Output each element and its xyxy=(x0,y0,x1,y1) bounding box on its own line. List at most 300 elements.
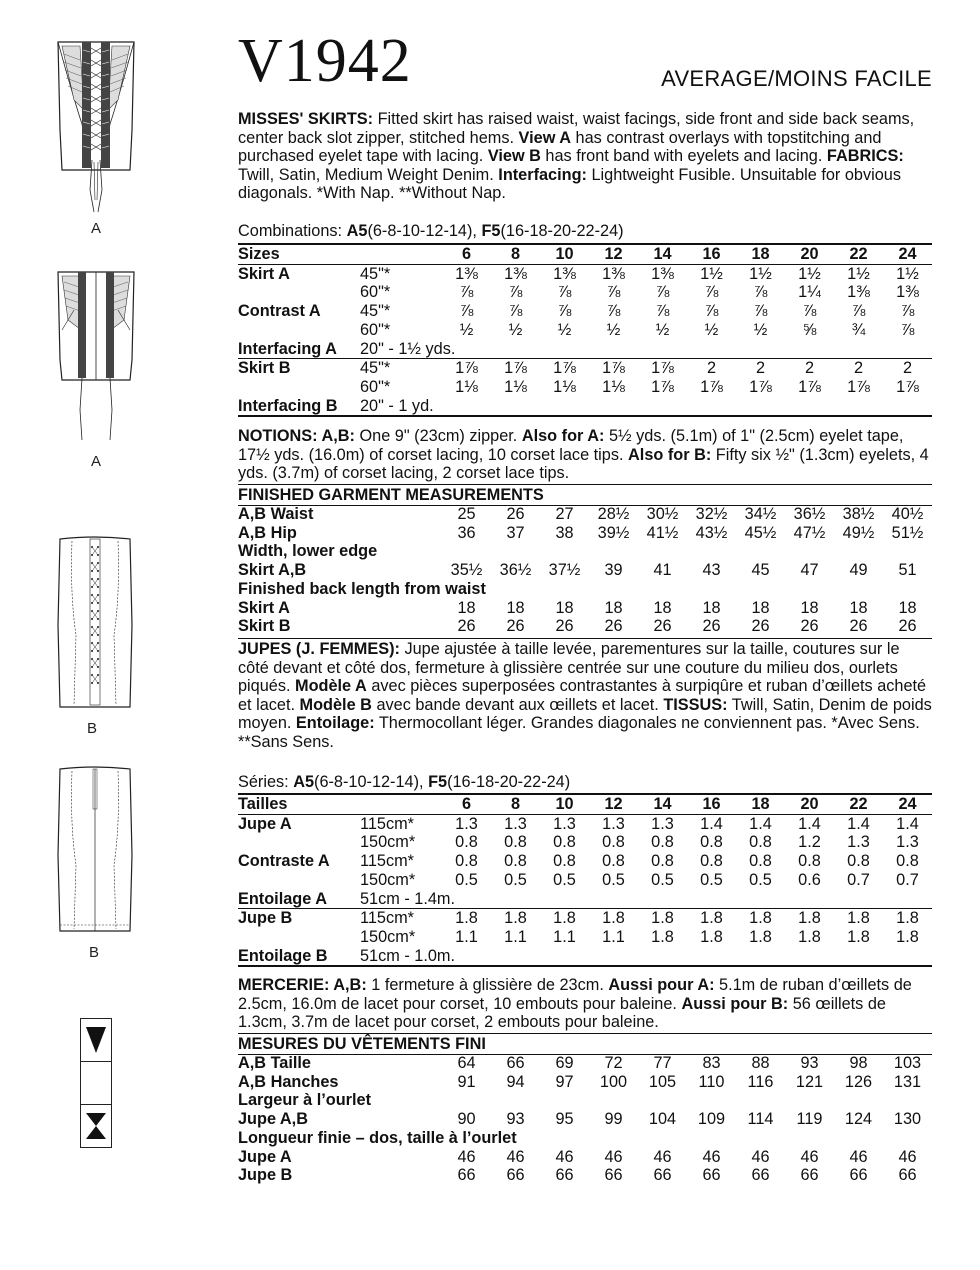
measurement-value: 51½ xyxy=(891,523,924,542)
measurement-value: 18 xyxy=(702,598,721,617)
measurement-value: 18 xyxy=(506,598,525,617)
size-range: (16-18-20-22-24) xyxy=(500,222,624,240)
measurement-value: 39 xyxy=(604,561,623,580)
french-measurements-table xyxy=(238,1054,932,1185)
yardage-value: ⅞ xyxy=(606,302,621,321)
measurement-value: 66 xyxy=(849,1166,868,1185)
fabric-width: 150cm* xyxy=(360,833,416,852)
yardage-value: 1.4 xyxy=(896,814,919,833)
measurement-row xyxy=(238,1129,932,1148)
legend-cell xyxy=(81,1062,111,1105)
view-label: Contrast A xyxy=(238,302,321,321)
interfacing-row xyxy=(238,890,932,909)
size-header: 22 xyxy=(834,244,883,264)
yardage-value: ½ xyxy=(606,320,621,339)
yardage-value: ⅞ xyxy=(851,302,866,321)
measurement-value: 32½ xyxy=(695,505,728,523)
yardage-value: 0.8 xyxy=(455,833,478,852)
yardage-value: 1⅜ xyxy=(896,283,919,302)
measurement-value: 38½ xyxy=(842,505,875,523)
measurement-value: 18 xyxy=(653,598,672,617)
measurement-value: 91 xyxy=(457,1072,476,1091)
measurement-row xyxy=(238,561,932,580)
yardage-value: 1⅞ xyxy=(553,359,576,378)
size-range-code: A5 xyxy=(293,773,315,791)
size-header: 22 xyxy=(834,794,883,814)
measurement-value: 46 xyxy=(506,1147,525,1166)
yardage-value: 0.8 xyxy=(651,833,674,852)
measurement-value: 18 xyxy=(604,598,623,617)
interfacing-label: Entoilage A xyxy=(238,890,360,909)
fabric-width: 115cm* xyxy=(360,909,414,928)
yardage-value: 1.8 xyxy=(455,909,478,928)
yardage-value: ⅞ xyxy=(704,283,719,302)
measurement-row xyxy=(238,1073,932,1092)
symbol-legend xyxy=(80,1018,112,1148)
fabric-width: 150cm* xyxy=(360,870,416,889)
fabric-width: 60"* xyxy=(360,283,391,302)
yardage-value: ⅞ xyxy=(900,302,915,321)
fabric-width: 45"* xyxy=(360,302,391,321)
yardage-value: ½ xyxy=(557,320,572,339)
measurement-value: 95 xyxy=(555,1110,574,1129)
size-header: 10 xyxy=(540,794,589,814)
measurement-value: 66 xyxy=(800,1166,819,1185)
measurement-value: 51 xyxy=(898,561,917,580)
french-description xyxy=(238,640,934,752)
bold-term: Also for B: xyxy=(628,445,712,464)
yardage-row xyxy=(238,264,932,283)
body-text: Twill, Satin, Denim de poids moyen. xyxy=(238,695,932,733)
measurement-value: 45½ xyxy=(744,523,777,542)
measurement-value: 41½ xyxy=(646,523,679,542)
yardage-value: 1⅜ xyxy=(553,264,576,283)
measurement-value: 126 xyxy=(844,1072,873,1091)
measurement-value: 100 xyxy=(599,1072,628,1091)
interfacing-row xyxy=(238,397,932,417)
yardage-value: ⅞ xyxy=(753,283,768,302)
bold-term: View A xyxy=(518,128,572,147)
measurement-subheading: Finished back length from waist xyxy=(238,579,486,598)
body-text: avec bande devant aux œillets et lacet. xyxy=(371,695,664,714)
bold-term: Modèle B xyxy=(299,695,372,714)
yardage-value: ⅞ xyxy=(802,302,817,321)
interfacing-row xyxy=(238,340,932,359)
body-text: 5.1m de ruban d’œillets de 2.5cm, 16.0m de lacet pour corset, 10 embouts pour baleine. xyxy=(238,976,912,1013)
measurement-value: 46 xyxy=(555,1147,574,1166)
illustrations-column xyxy=(0,0,200,1270)
size-header: 8 xyxy=(491,794,540,814)
yardage-value: 1⅞ xyxy=(651,377,674,396)
measurement-value: 46 xyxy=(702,1147,721,1166)
view-label xyxy=(238,871,360,890)
size-header: 24 xyxy=(883,794,932,814)
yardage-value: 1.8 xyxy=(798,909,821,928)
size-range: (6-8-10-12-14), xyxy=(367,222,482,240)
yardage-value: ⅞ xyxy=(606,283,621,302)
figure-label: A xyxy=(90,453,101,470)
measurement-value: 18 xyxy=(898,598,917,617)
bold-term: FABRICS: xyxy=(826,147,904,166)
measurement-value: 109 xyxy=(697,1110,726,1129)
measurement-value: 26 xyxy=(898,617,917,636)
size-range-code: F5 xyxy=(481,222,501,240)
yardage-value: ⅞ xyxy=(508,302,523,321)
measurement-value: 35½ xyxy=(450,561,483,580)
yardage-value: 1.4 xyxy=(700,814,723,833)
measurement-value: 45 xyxy=(751,561,770,580)
legend-cell xyxy=(81,1019,111,1062)
interfacing-label: Interfacing A xyxy=(238,340,360,359)
yardage-value: 2 xyxy=(706,359,717,378)
body-text: 1 fermeture à glissière de 23cm. xyxy=(366,976,609,994)
yardage-value: 1.1 xyxy=(504,927,527,946)
yardage-value: ⅞ xyxy=(900,320,915,339)
yardage-value: 1.8 xyxy=(651,927,674,946)
divider xyxy=(238,484,932,485)
english-measurements-table xyxy=(238,505,932,636)
yardage-value: 1.8 xyxy=(896,927,919,946)
view-label xyxy=(238,321,360,340)
measurement-row xyxy=(238,524,932,543)
interfacing-value: 20" - 1½ yds. xyxy=(360,340,932,359)
yardage-value: 2 xyxy=(902,359,913,378)
yardage-value: 1⅞ xyxy=(602,359,625,378)
body-text: Fitted skirt has raised waist, waist facings, side front and side back seams, center back slot zipper, stitched hems. xyxy=(238,110,915,147)
yardage-value: 1.3 xyxy=(602,814,625,833)
measurement-value: 66 xyxy=(653,1166,672,1185)
interfacing-value: 51cm - 1.4m. xyxy=(360,890,932,909)
view-label: Jupe B xyxy=(238,909,293,928)
yardage-value: 1.1 xyxy=(602,927,625,946)
sizes-label: Sizes xyxy=(238,244,360,264)
yardage-value: 0.8 xyxy=(798,852,821,871)
yardage-row xyxy=(238,378,932,397)
view-label xyxy=(238,283,360,302)
bold-term: Modèle A xyxy=(295,677,367,696)
yardage-value: 1½ xyxy=(847,264,870,283)
measurement-value: 110 xyxy=(698,1072,725,1091)
measurement-value: 26 xyxy=(506,617,525,636)
yardage-value: 0.7 xyxy=(847,870,870,889)
measurement-row xyxy=(238,542,932,561)
size-range-code: A5 xyxy=(346,222,368,240)
measurement-value: 77 xyxy=(653,1054,672,1072)
size-header: 14 xyxy=(638,244,687,264)
bold-term: Interfacing: xyxy=(498,165,587,184)
figure-label: B xyxy=(88,944,99,961)
bold-term: MERCERIE: A,B: xyxy=(238,976,367,994)
body-text: has front band with eyelets and lacing. xyxy=(540,147,827,166)
measurement-value: 98 xyxy=(849,1054,868,1072)
size-header: 16 xyxy=(687,244,736,264)
measurement-value: 124 xyxy=(844,1110,873,1129)
measurement-value: 47½ xyxy=(793,523,826,542)
measurement-value: 18 xyxy=(751,598,770,617)
yardage-row xyxy=(238,321,932,340)
measurement-value: 46 xyxy=(457,1147,476,1166)
measurement-value: 119 xyxy=(796,1110,823,1129)
fabric-width: 115cm* xyxy=(360,852,414,871)
measurement-value: 43 xyxy=(702,561,721,580)
measurement-value: 64 xyxy=(457,1054,476,1072)
yardage-value: 0.8 xyxy=(455,852,478,871)
measurement-value: 30½ xyxy=(646,505,679,523)
sizes-label: Tailles xyxy=(238,794,360,814)
measurement-value: 66 xyxy=(457,1166,476,1185)
measurement-row xyxy=(238,617,932,636)
measurement-value: 94 xyxy=(506,1072,525,1091)
measurement-label: Jupe A xyxy=(238,1147,292,1166)
measurement-row xyxy=(238,1148,932,1167)
skirt-view-b-front-illustration xyxy=(50,535,140,715)
measurement-label: Skirt A xyxy=(238,598,290,617)
body-text: Jupe ajustée à taille levée, parementures sur la taille, coutures sur le côté devant et côté dos, fermeture à glissière centrée sur une couture du milieu dos, ourlets piqués. xyxy=(238,640,900,696)
bold-term: View B xyxy=(487,147,541,166)
measurement-value: 93 xyxy=(800,1054,819,1072)
measurement-value: 66 xyxy=(506,1166,525,1185)
yardage-value: 1.8 xyxy=(749,927,772,946)
measurement-value: 18 xyxy=(849,598,868,617)
yardage-value: 1.8 xyxy=(602,909,625,928)
measurement-label: A,B Hip xyxy=(238,523,297,542)
yardage-value: 1⅜ xyxy=(504,264,527,283)
yardage-value: 1⅞ xyxy=(749,377,772,396)
measurement-value: 40½ xyxy=(891,505,924,523)
size-header: 20 xyxy=(785,794,834,814)
yardage-value: 0.7 xyxy=(896,870,919,889)
yardage-value: 1.4 xyxy=(847,814,870,833)
interfacing-value: 20" - 1 yd. xyxy=(360,397,932,417)
yardage-value: ⅞ xyxy=(704,302,719,321)
yardage-value: 0.8 xyxy=(847,852,870,871)
sizes-header-row xyxy=(238,244,932,264)
view-label xyxy=(238,378,360,397)
size-header: 18 xyxy=(736,794,785,814)
measurement-value: 121 xyxy=(795,1072,824,1091)
yardage-value: 1.3 xyxy=(847,833,870,852)
width-col xyxy=(360,794,442,814)
measurement-value: 26 xyxy=(751,617,770,636)
size-header: 24 xyxy=(883,244,932,264)
bold-term: JUPES (J. FEMMES): xyxy=(238,640,400,658)
french-measurements-title: MESURES DU VÊTEMENTS FINI xyxy=(238,1035,486,1053)
yardage-value: 1.3 xyxy=(651,814,674,833)
measurement-value: 130 xyxy=(893,1110,922,1129)
yardage-row xyxy=(238,359,932,378)
measurement-value: 37½ xyxy=(548,561,581,580)
bold-term: TISSUS: xyxy=(663,695,728,714)
yardage-value: ⅞ xyxy=(557,302,572,321)
measurement-value: 72 xyxy=(604,1054,623,1072)
measurement-value: 26 xyxy=(604,617,623,636)
yardage-value: 1.1 xyxy=(553,927,576,946)
yardage-value: 0.8 xyxy=(896,852,919,871)
size-header: 6 xyxy=(442,794,491,814)
yardage-value: 0.8 xyxy=(602,852,625,871)
yardage-row xyxy=(238,814,932,833)
measurement-value: 90 xyxy=(457,1110,476,1129)
bold-term: Entoilage: xyxy=(295,714,375,733)
yardage-value: 1⅜ xyxy=(602,264,625,283)
yardage-row xyxy=(238,928,932,947)
measurement-value: 49 xyxy=(849,561,868,580)
measurement-value: 66 xyxy=(751,1166,770,1185)
yardage-value: ¾ xyxy=(851,320,866,339)
yardage-value: 1½ xyxy=(749,264,772,283)
view-label: Jupe A xyxy=(238,814,292,833)
yardage-value: 0.5 xyxy=(602,870,625,889)
measurement-value: 26 xyxy=(457,617,476,636)
yardage-value: 1⅛ xyxy=(602,377,625,396)
yardage-value: 0.8 xyxy=(504,833,527,852)
yardage-value: ½ xyxy=(459,320,474,339)
divider xyxy=(238,638,932,639)
yardage-value: 0.8 xyxy=(749,833,772,852)
yardage-value: 0.5 xyxy=(700,870,723,889)
yardage-value: ½ xyxy=(508,320,523,339)
fabric-width: 60"* xyxy=(360,377,391,396)
yardage-value: 2 xyxy=(804,359,815,378)
yardage-value: 1.4 xyxy=(749,814,772,833)
yardage-value: 1⅜ xyxy=(455,264,478,283)
yardage-value: 1⅞ xyxy=(455,359,478,378)
yardage-value: 0.8 xyxy=(504,852,527,871)
measurement-value: 46 xyxy=(604,1147,623,1166)
measurement-value: 69 xyxy=(555,1054,574,1072)
fabric-width: 45"* xyxy=(360,359,391,378)
fabric-width: 60"* xyxy=(360,320,391,339)
yardage-value: ⅞ xyxy=(557,283,572,302)
measurement-label: Skirt A,B xyxy=(238,561,307,580)
measurement-row xyxy=(238,505,932,524)
yardage-value: 1.8 xyxy=(847,927,870,946)
yardage-value: 1.3 xyxy=(504,814,527,833)
yardage-value: 1.3 xyxy=(455,814,478,833)
yardage-value: 1⅞ xyxy=(896,377,919,396)
yardage-value: 1.4 xyxy=(798,814,821,833)
english-combinations xyxy=(238,222,624,240)
measurement-value: 43½ xyxy=(695,523,728,542)
bold-term: NOTIONS: A,B: xyxy=(238,427,355,445)
yardage-value: 1.8 xyxy=(798,927,821,946)
french-notions xyxy=(238,976,934,1032)
interfacing-value: 51cm - 1.0m. xyxy=(360,947,932,967)
size-header: 16 xyxy=(687,794,736,814)
hourglass-icon xyxy=(81,1105,111,1147)
size-header: 18 xyxy=(736,244,785,264)
yardage-value: 1½ xyxy=(798,264,821,283)
measurement-value: 26 xyxy=(702,617,721,636)
combinations-prefix: Combinations: xyxy=(238,222,347,240)
size-header: 10 xyxy=(540,244,589,264)
size-range: (6-8-10-12-14), xyxy=(314,773,429,791)
yardage-value: 1⅛ xyxy=(553,377,576,396)
size-header: 14 xyxy=(638,794,687,814)
yardage-value: 0.5 xyxy=(651,870,674,889)
figure-label: A xyxy=(90,220,101,237)
size-header: 8 xyxy=(491,244,540,264)
skirt-view-a-front-illustration xyxy=(44,40,148,218)
english-yardage-table xyxy=(238,243,932,417)
interfacing-label: Entoilage B xyxy=(238,947,360,967)
body-text: 56 œillets de 1.3cm, 3.7m de lacet pour corset, 2 embouts pour baleine. xyxy=(238,994,886,1032)
yardage-value: ⅞ xyxy=(459,302,474,321)
yardage-value: 0.8 xyxy=(602,833,625,852)
yardage-row xyxy=(238,871,932,890)
measurement-value: 27 xyxy=(555,505,574,523)
yardage-row xyxy=(238,302,932,321)
yardage-value: 2 xyxy=(853,359,864,378)
size-header: 6 xyxy=(442,244,491,264)
measurement-subheading: Longueur finie – dos, taille à l’ourlet xyxy=(238,1128,517,1147)
pattern-number: V1942 xyxy=(238,27,412,95)
measurement-value: 104 xyxy=(648,1110,677,1129)
measurement-value: 116 xyxy=(747,1072,774,1091)
yardage-value: 1⅞ xyxy=(651,359,674,378)
yardage-value: 0.8 xyxy=(700,833,723,852)
size-range: (16-18-20-22-24) xyxy=(447,773,571,791)
legend-cell xyxy=(81,1105,111,1147)
measurement-value: 99 xyxy=(604,1110,623,1129)
yardage-value: 1⅞ xyxy=(504,359,527,378)
yardage-row xyxy=(238,283,932,302)
bold-term: Aussi pour A: xyxy=(608,976,715,994)
yardage-value: ⅞ xyxy=(459,283,474,302)
measurement-row xyxy=(238,599,932,618)
yardage-value: ⅝ xyxy=(802,320,817,339)
width-col xyxy=(360,244,442,264)
measurement-value: 36½ xyxy=(793,505,826,523)
yardage-value: 1.8 xyxy=(651,909,674,928)
measurement-value: 38 xyxy=(555,523,574,542)
measurement-row xyxy=(238,1054,932,1073)
measurement-value: 26 xyxy=(849,617,868,636)
bold-term: Also for A: xyxy=(521,427,605,445)
measurement-row xyxy=(238,1110,932,1129)
yardage-row xyxy=(238,909,932,928)
yardage-value: 1⅞ xyxy=(700,377,723,396)
divider xyxy=(238,1033,932,1034)
fabric-width: 150cm* xyxy=(360,927,416,946)
yardage-value: ½ xyxy=(753,320,768,339)
body-text: Lightweight Fusible. Unsuitable for obvious diagonals. *With Nap. **Without Nap. xyxy=(238,165,901,203)
measurement-value: 114 xyxy=(747,1110,774,1129)
measurement-value: 66 xyxy=(506,1054,525,1072)
measurement-value: 36½ xyxy=(499,561,532,580)
measurement-value: 88 xyxy=(751,1054,770,1072)
yardage-value: 1½ xyxy=(896,264,919,283)
measurement-value: 47 xyxy=(800,561,819,580)
french-yardage-table xyxy=(238,793,932,967)
yardage-value: 1.8 xyxy=(553,909,576,928)
body-text: 5½ yds. (5.1m) of 1" (2.5cm) eyelet tape, 17½ yds. (16.0m) of corset lacing, 10 corset lace tips. xyxy=(238,427,904,464)
measurement-value: 26 xyxy=(800,617,819,636)
measurement-value: 66 xyxy=(702,1166,721,1185)
body-text: One 9" (23cm) zipper. xyxy=(354,427,522,445)
measurement-value: 46 xyxy=(800,1147,819,1166)
interfacing-label: Interfacing B xyxy=(238,397,360,417)
yardage-row xyxy=(238,833,932,852)
measurement-value: 93 xyxy=(506,1110,525,1129)
view-label: Contraste A xyxy=(238,852,330,871)
measurement-value: 36 xyxy=(457,523,476,542)
yardage-value: 1⅛ xyxy=(504,377,527,396)
measurement-value: 18 xyxy=(457,598,476,617)
measurement-value: 46 xyxy=(849,1147,868,1166)
measurement-value: 46 xyxy=(898,1147,917,1166)
yardage-value: 1.8 xyxy=(847,909,870,928)
